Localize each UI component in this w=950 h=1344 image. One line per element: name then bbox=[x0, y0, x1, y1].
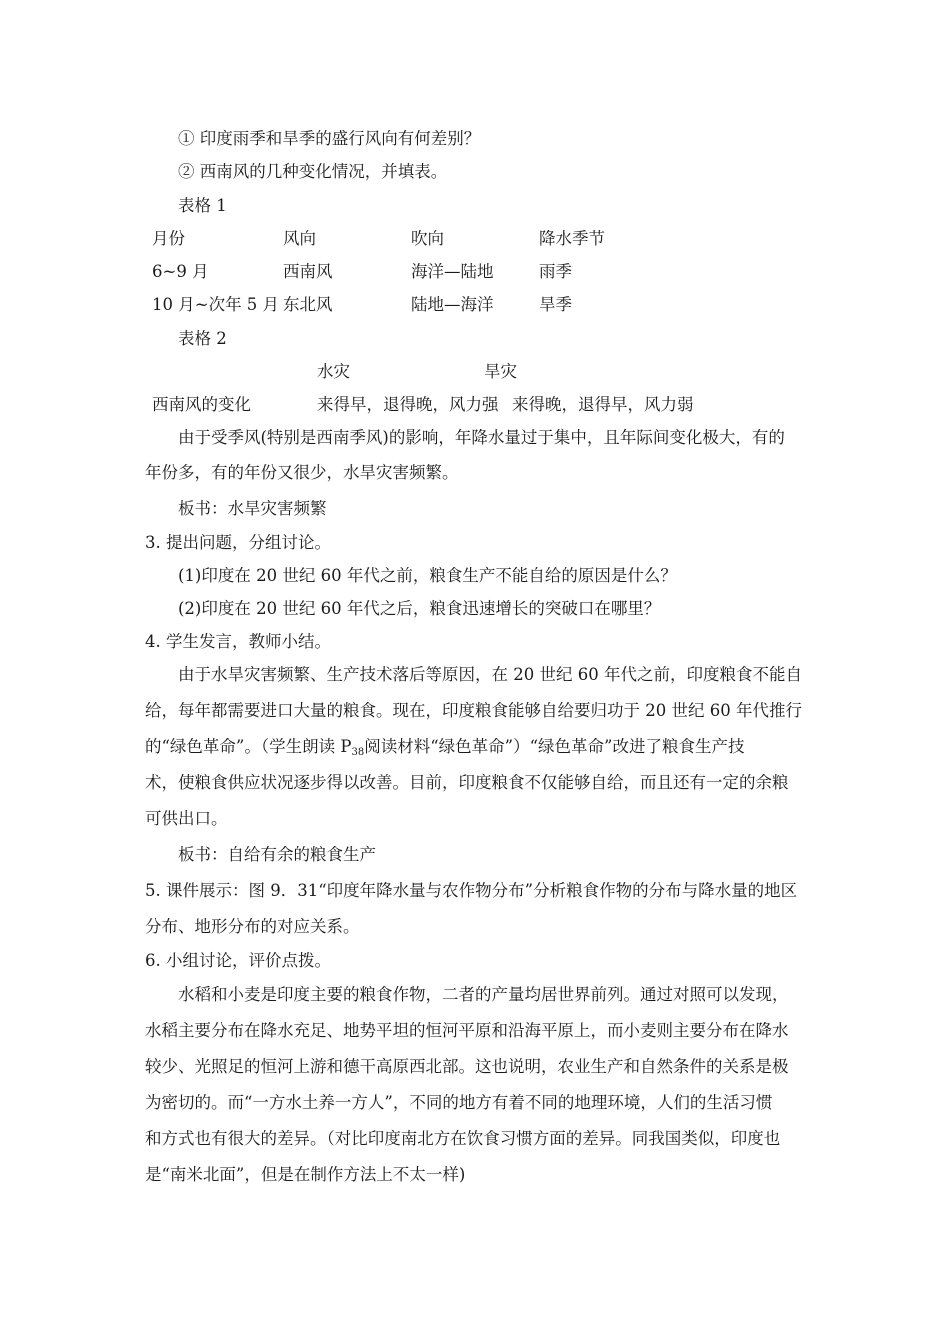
paragraph-line: 分布、地形分布的对应关系。 bbox=[145, 917, 360, 936]
paragraph-line: 可供出口。 bbox=[145, 809, 228, 828]
paragraph-line: 术，使粮食供应状况逐步得以改善。目前，印度粮食不仅能够自给，而且还有一定的余粮 bbox=[145, 773, 789, 792]
paragraph-line: 是“南米北面”，但是在制作方法上不太一样) bbox=[145, 1165, 466, 1184]
table1-cell: 10 月~次年 5 月 bbox=[152, 295, 280, 314]
paragraph-line: 水稻主要分布在降水充足、地势平坦的恒河平原和沿海平原上，而小麦则主要分布在降水 bbox=[145, 1021, 789, 1040]
step-heading: 3. 提出问题，分组讨论。 bbox=[145, 533, 331, 552]
paragraph-line: 和方式也有很大的差异。（对比印度南北方在饮食习惯方面的差异。同我国类似，印度也 bbox=[145, 1129, 781, 1148]
paragraph-line: 由于水旱灾害频繁、生产技术落后等原因，在 20 世纪 60 年代之前，印度粮食不能自 bbox=[178, 665, 802, 684]
paragraph-line: 水稻和小麦是印度主要的粮食作物，二者的产量均居世界前列。通过对照可以发现， bbox=[178, 985, 789, 1004]
table1-header-month: 月份 bbox=[152, 229, 185, 248]
table2-cell: 来得早，退得晚，风力强 bbox=[317, 395, 499, 414]
page-subscript: 38 bbox=[351, 747, 365, 758]
step-heading: 4. 学生发言，教师小结。 bbox=[145, 632, 331, 651]
table1-cell: 陆地—海洋 bbox=[411, 295, 494, 314]
discussion-question: (2)印度在 20 世纪 60 年代之后，粮食迅速增长的突破口在哪里？ bbox=[178, 599, 661, 618]
table1-header-direction: 吹向 bbox=[411, 229, 444, 248]
paragraph-line: 5. 课件展示：图 9．31“印度年降水量与农作物分布”分析粮食作物的分布与降水量的地区 bbox=[145, 881, 798, 900]
table1-cell: 西南风 bbox=[283, 262, 333, 281]
question-2: ② 西南风的几种变化情况，并填表。 bbox=[178, 162, 448, 181]
table1-header-wind: 风向 bbox=[283, 229, 316, 248]
board-note: 板书：自给有余的粮食生产 bbox=[178, 845, 376, 864]
table1-cell: 6~9 月 bbox=[152, 262, 209, 281]
board-note: 板书：水旱灾害频繁 bbox=[178, 499, 327, 518]
table2-header-flood: 水灾 bbox=[317, 362, 350, 381]
table2-header-drought: 旱灾 bbox=[484, 362, 517, 381]
table1-cell: 旱季 bbox=[539, 295, 572, 314]
table1-cell: 海洋—陆地 bbox=[411, 262, 494, 281]
paragraph-line: 给，每年都需要进口大量的粮食。现在，印度粮食能够自给要归功于 20 世纪 60 年代推行 bbox=[145, 701, 802, 720]
paragraph-line: 由于受季风(特别是西南季风)的影响，年降水量过于集中，且年际间变化极大，有的 bbox=[178, 428, 785, 447]
paragraph-line: 较少、光照足的恒河上游和德干高原西北部。这也说明，农业生产和自然条件的关系是极 bbox=[145, 1057, 789, 1076]
step-heading: 6. 小组讨论，评价点拨。 bbox=[145, 951, 331, 970]
table2-row-label: 西南风的变化 bbox=[152, 395, 251, 414]
discussion-question: (1)印度在 20 世纪 60 年代之前，粮食生产不能自给的原因是什么？ bbox=[178, 566, 677, 585]
paragraph-line: 为密切的。而“一方水土养一方人”，不同的地方有着不同的地理环境，人们的生活习惯 bbox=[145, 1093, 773, 1112]
table2-title: 表格 2 bbox=[178, 329, 227, 348]
paragraph-line bbox=[145, 736, 744, 764]
text-span: 的“绿色革命”。（学生朗读 P bbox=[145, 737, 352, 756]
table2-cell: 来得晚，退得早，风力弱 bbox=[512, 395, 694, 414]
table1-cell: 东北风 bbox=[283, 295, 333, 314]
table1-header-season: 降水季节 bbox=[539, 229, 605, 248]
question-1: ① 印度雨季和旱季的盛行风向有何差别？ bbox=[178, 129, 481, 148]
table1-title: 表格 1 bbox=[178, 196, 227, 215]
table1-cell: 雨季 bbox=[539, 262, 572, 281]
paragraph-line: 年份多，有的年份又很少，水旱灾害频繁。 bbox=[145, 463, 459, 482]
text-span: 阅读材料“绿色革命”）“绿色革命”改进了粮食生产技 bbox=[364, 737, 745, 756]
